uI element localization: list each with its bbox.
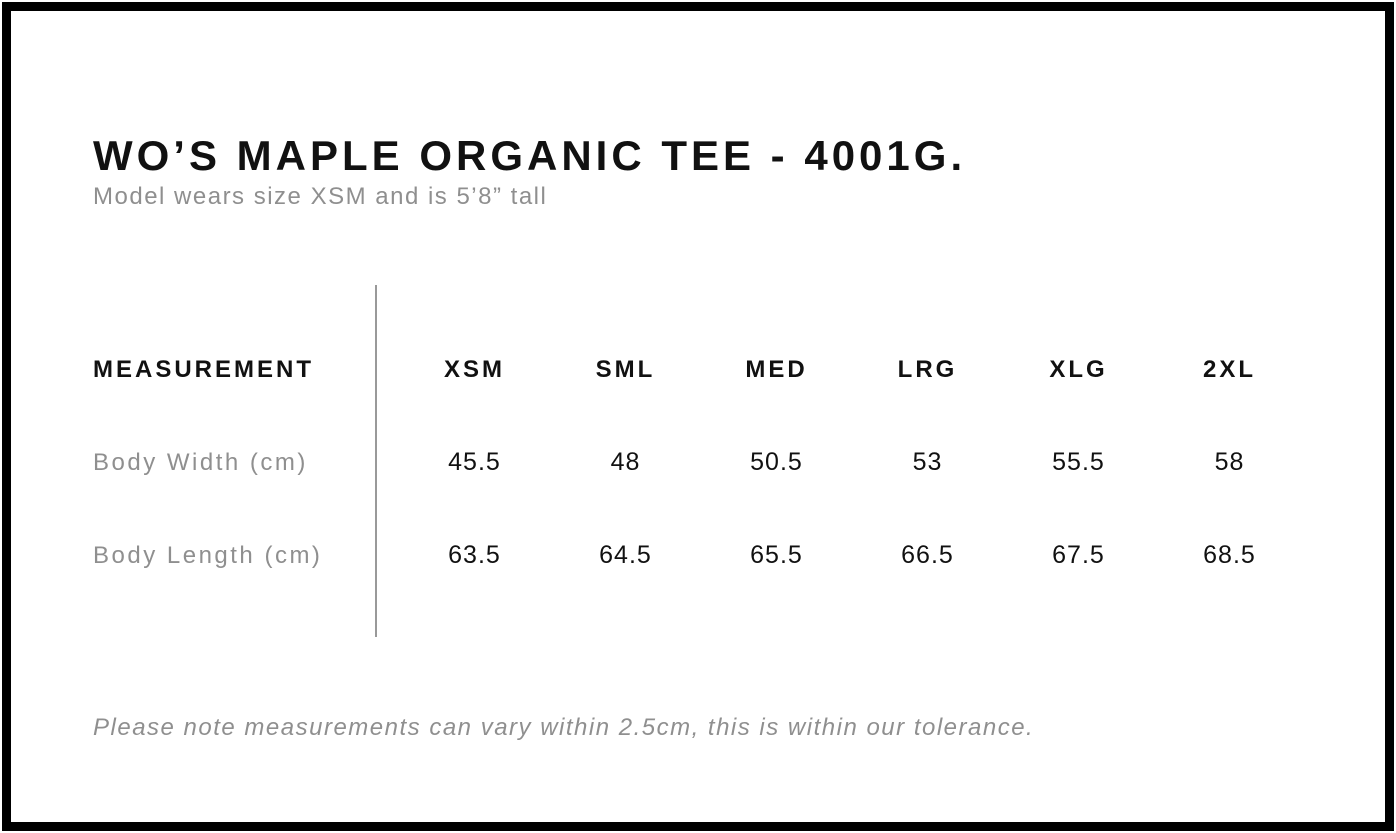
- measurement-value: 53: [912, 448, 943, 476]
- measurement-value: 66.5: [901, 541, 954, 569]
- model-size-note: Model wears size XSM and is 5’8” tall: [93, 183, 548, 210]
- measurement-value: 65.5: [750, 541, 803, 569]
- column-header-size: LRG: [897, 355, 958, 383]
- column-header-size: 2XL: [1202, 355, 1256, 383]
- column-header-size: XLG: [1049, 355, 1108, 383]
- column-header-measurement: MEASUREMENT: [93, 355, 315, 383]
- column-header-size: SML: [595, 355, 656, 383]
- measurement-label: Body Length (cm): [93, 541, 323, 569]
- table-row: [93, 509, 1305, 602]
- column-header-size: MED: [745, 355, 808, 383]
- column-header-size: XSM: [443, 355, 505, 383]
- measurement-value: 45.5: [448, 448, 501, 476]
- page-title: WO’S MAPLE ORGANIC TEE - 4001G.: [93, 132, 967, 180]
- measurement-value: 55.5: [1052, 448, 1105, 476]
- measurement-value: 63.5: [448, 541, 501, 569]
- measurement-value: 58: [1214, 448, 1245, 476]
- measurement-value: 67.5: [1052, 541, 1105, 569]
- table-row: [93, 416, 1305, 509]
- size-table: [93, 323, 1305, 602]
- tolerance-footnote: Please note measurements can vary within 2.5cm, this is within our tolerance.: [93, 714, 1035, 741]
- measurement-value: 48: [610, 448, 641, 476]
- measurement-label: Body Width (cm): [93, 448, 308, 476]
- measurement-value: 50.5: [750, 448, 803, 476]
- measurement-value: 64.5: [599, 541, 652, 569]
- measurement-value: 68.5: [1203, 541, 1256, 569]
- size-table-header-row: [93, 323, 1305, 416]
